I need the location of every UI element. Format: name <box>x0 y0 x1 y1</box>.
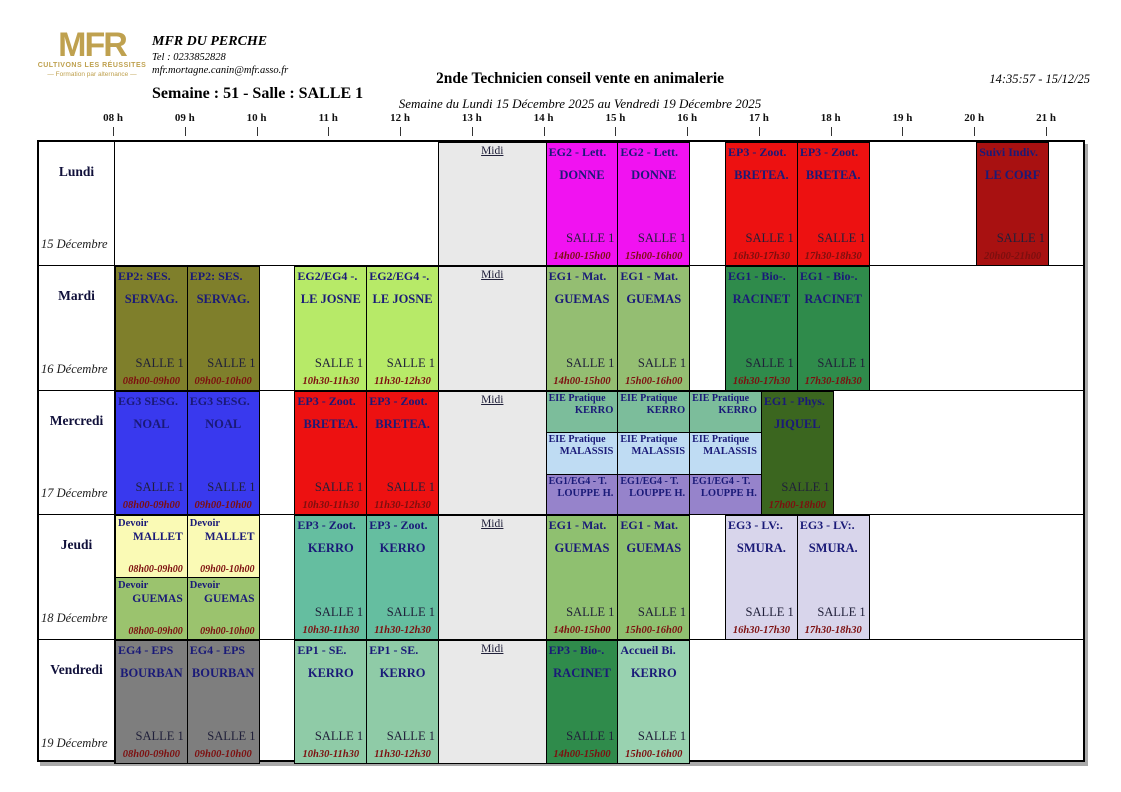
midi-label: Midi <box>481 145 504 157</box>
hour-tick <box>615 127 616 136</box>
event-room: SALLE 1 <box>135 355 184 370</box>
midi-cell <box>438 266 547 390</box>
midi-label: Midi <box>481 642 504 655</box>
event-code: Accueil Bi. <box>620 642 676 657</box>
schedule-event <box>546 266 619 390</box>
event-time: 14h00-15h00 <box>553 624 611 636</box>
midi-label: Midi <box>481 518 504 531</box>
schedule-event <box>546 515 619 639</box>
event-teacher: SMURA. <box>808 541 858 556</box>
midi-label: Midi <box>481 269 504 282</box>
print-timestamp: 14:35:57 - 15/12/25 <box>989 72 1090 86</box>
hour-label: 20 h <box>964 112 985 124</box>
schedule-event <box>294 391 367 515</box>
event-code: EP3 - Zoot. <box>369 393 428 408</box>
midi-cell <box>438 640 547 764</box>
event-time: 10h30-11h30 <box>302 500 360 512</box>
event-room: SALLE 1 <box>817 355 866 370</box>
schedule-event <box>546 640 619 764</box>
event-time: 11h30-12h30 <box>374 624 431 636</box>
event-code: Suivi Indiv. <box>979 145 1038 159</box>
schedule-event <box>617 640 690 764</box>
week-room-label: Semaine : 51 - Salle : SALLE 1 <box>152 85 364 102</box>
schedule-event <box>294 640 367 764</box>
schedule-event <box>761 391 834 515</box>
event-code: EP1 - SE. <box>369 642 419 657</box>
event-time: 11h30-12h30 <box>374 375 431 387</box>
hour-label: 17 h <box>748 112 769 124</box>
event-teacher: BRETEA. <box>375 416 430 431</box>
event-code: EG4 - EPS <box>189 642 246 657</box>
event-teacher: GUEMAS <box>626 292 682 307</box>
midi-label: Midi <box>481 393 504 406</box>
event-teacher: DONNE <box>559 168 605 182</box>
day-date: 18 Décembre <box>41 610 108 625</box>
event-time: 16h30-17h30 <box>732 251 790 263</box>
event-time: 14h00-15h00 <box>553 251 611 263</box>
event-time: 10h30-11h30 <box>302 375 360 387</box>
event-teacher: GUEMAS <box>626 541 682 556</box>
event-teacher: GUEMAS <box>204 593 255 606</box>
event-teacher: RACINET <box>804 292 863 307</box>
event-code: EG3 SESG. <box>118 393 179 408</box>
event-teacher: KERRO <box>307 541 354 556</box>
schedule-event <box>797 515 870 639</box>
schedule-event <box>366 391 439 515</box>
hour-tick <box>974 127 975 136</box>
hour-label: 14 h <box>533 112 554 124</box>
event-teacher: DONNE <box>631 168 677 182</box>
event-room: SALLE 1 <box>135 728 184 743</box>
event-time: 14h00-15h00 <box>553 748 611 760</box>
event-code: EP3 - Zoot. <box>297 518 356 533</box>
event-time: 17h30-18h30 <box>804 624 862 636</box>
schedule-event <box>617 142 690 266</box>
day-label-cell <box>39 515 115 638</box>
hour-tick <box>544 127 545 136</box>
hour-label: 12 h <box>390 112 411 124</box>
event-code: Devoir <box>189 580 221 592</box>
event-code: EG1 - Mat. <box>548 269 607 284</box>
mfr-logo-subtagline: — Formation par alternance — <box>47 71 137 78</box>
hour-tick <box>328 127 329 136</box>
hour-label: 13 h <box>461 112 482 124</box>
schedule-event <box>617 515 690 639</box>
schedule-event <box>797 142 870 266</box>
schedule-event <box>187 266 260 390</box>
schedule-event <box>115 515 188 578</box>
event-room: SALLE 1 <box>996 231 1045 246</box>
schedule-event <box>187 640 260 764</box>
hour-label: 11 h <box>318 112 338 124</box>
event-code: EG1 - Mat. <box>620 269 679 284</box>
event-code: EP3 - Bio-. <box>548 642 605 657</box>
event-teacher: MALLET <box>132 531 183 544</box>
event-code: EIE Pratique <box>620 392 678 404</box>
schedule-event <box>546 391 619 433</box>
hour-tick <box>759 127 760 136</box>
day-date: 17 Décembre <box>41 486 108 501</box>
event-code: EG1 - Mat. <box>620 518 679 533</box>
event-teacher: SMURA. <box>736 541 786 556</box>
schedule-event <box>725 515 798 639</box>
hour-tick <box>185 127 186 136</box>
mfr-logo-text: MFR <box>58 26 126 64</box>
mfr-logo <box>37 26 147 78</box>
event-room: SALLE 1 <box>207 355 256 370</box>
event-room: SALLE 1 <box>314 728 364 743</box>
hour-label: 21 h <box>1036 112 1056 124</box>
event-room: SALLE 1 <box>637 728 687 743</box>
event-code: EG3 SESG. <box>189 393 250 408</box>
event-time: 08h00-09h00 <box>122 375 180 387</box>
schedule-event <box>689 391 762 433</box>
event-room: SALLE 1 <box>566 604 615 619</box>
schedule-event <box>366 515 439 639</box>
schedule-event <box>366 640 439 764</box>
event-code: EG4 - EPS <box>118 642 174 657</box>
event-time: 08h00-09h00 <box>128 564 183 576</box>
schedule-event <box>689 432 762 474</box>
hour-tick <box>400 127 401 136</box>
page-subtitle: Semaine du Lundi 15 Décembre 2025 au Vendredi 19 Décembre 2025 <box>398 96 762 111</box>
event-code: Devoir <box>118 518 149 530</box>
event-time: 08h00-09h00 <box>122 500 180 512</box>
event-teacher: BRETEA. <box>303 416 359 431</box>
event-code: EIE Pratique <box>620 434 678 446</box>
schedule-event <box>725 266 798 390</box>
event-teacher: GUEMAS <box>554 541 610 556</box>
event-time: 08h00-09h00 <box>122 748 180 760</box>
event-time: 08h00-09h00 <box>128 625 183 637</box>
event-room: SALLE 1 <box>817 604 866 619</box>
event-teacher: SERVAG. <box>196 292 250 307</box>
event-code: EP1 - SE. <box>297 642 347 657</box>
event-code: EP3 - Zoot. <box>297 393 356 408</box>
schedule-event <box>115 640 188 764</box>
midi-cell <box>438 391 547 515</box>
event-teacher: BRETEA. <box>805 168 861 182</box>
event-teacher: BOURBAN <box>120 665 183 680</box>
event-teacher: BRETEA. <box>734 168 789 182</box>
event-teacher: LOUPPE H. <box>557 487 614 499</box>
event-code: EG1 - Phys. <box>763 393 825 408</box>
event-code: EP3 - Zoot. <box>728 145 787 159</box>
event-code: EG1/EG4 - T. <box>692 475 751 487</box>
event-room: SALLE 1 <box>745 604 794 619</box>
midi-cell <box>438 142 547 266</box>
day-label-cell <box>39 266 115 389</box>
day-name: Jeudi <box>60 537 93 553</box>
day-date: 16 Décembre <box>41 361 108 376</box>
event-teacher: GUEMAS <box>554 292 610 307</box>
schedule-event <box>187 515 260 578</box>
schedule-event <box>797 266 870 390</box>
event-code: EG1/EG4 - T. <box>548 475 607 487</box>
event-room: SALLE 1 <box>135 480 184 495</box>
hour-label: 10 h <box>246 112 267 124</box>
event-teacher: RACINET <box>553 665 611 680</box>
event-time: 11h30-12h30 <box>374 748 431 760</box>
event-code: EG2/EG4 -. <box>369 269 430 284</box>
event-time: 09h00-10h00 <box>200 625 255 637</box>
hour-tick <box>1046 127 1047 136</box>
event-code: Devoir <box>189 518 221 530</box>
hour-tick <box>831 127 832 136</box>
midi-cell <box>438 515 547 639</box>
event-time: 15h00-16h00 <box>625 624 683 636</box>
event-room: SALLE 1 <box>314 355 364 370</box>
day-name: Mercredi <box>49 412 104 428</box>
schedule-event <box>546 432 619 474</box>
event-time: 10h30-11h30 <box>302 748 360 760</box>
event-code: EG1 - Mat. <box>548 518 607 533</box>
event-teacher: LE CORF <box>985 168 1041 182</box>
event-teacher: SERVAG. <box>124 292 178 307</box>
event-teacher: NOAL <box>205 416 242 431</box>
hour-tick <box>687 127 688 136</box>
hour-tick <box>472 127 473 136</box>
day-date: 15 Décembre <box>41 237 108 252</box>
event-teacher: LE JOSNE <box>300 292 361 307</box>
event-teacher: LOUPPE H. <box>700 487 757 499</box>
hour-tick <box>902 127 903 136</box>
event-room: SALLE 1 <box>207 480 256 495</box>
schedule-event <box>617 432 690 474</box>
hour-label: 08 h <box>103 112 123 124</box>
day-date: 19 Décembre <box>41 735 108 750</box>
schedule-event <box>617 266 690 390</box>
hour-label: 18 h <box>820 112 841 124</box>
event-time: 09h00-10h00 <box>194 748 252 760</box>
school-email: mfr.mortagne.canin@mfr.asso.fr <box>152 65 289 76</box>
event-teacher: LE JOSNE <box>372 292 433 307</box>
event-teacher: MALASSIS <box>631 446 686 458</box>
schedule-event <box>115 577 188 639</box>
hour-label: 19 h <box>892 112 913 124</box>
event-code: EIE Pratique <box>692 392 750 404</box>
event-room: SALLE 1 <box>314 604 364 619</box>
schedule-event <box>725 142 798 266</box>
event-code: EP3 - Zoot. <box>799 145 859 159</box>
event-code: EG3 - LV:. <box>799 518 855 533</box>
event-code: EG1 - Bio-. <box>728 269 786 284</box>
event-code: EG1 - Bio-. <box>799 269 858 284</box>
schedule-event <box>617 391 690 433</box>
event-teacher: KERRO <box>630 665 677 680</box>
event-room: SALLE 1 <box>386 728 435 743</box>
event-time: 15h00-16h00 <box>625 251 683 263</box>
schedule-event <box>976 142 1049 266</box>
event-teacher: JIQUEL <box>774 416 821 431</box>
event-code: EP2: SES. <box>189 269 243 284</box>
day-name: Vendredi <box>50 661 103 677</box>
schedule-event <box>294 266 367 390</box>
event-teacher: KERRO <box>574 404 614 416</box>
event-room: SALLE 1 <box>386 604 435 619</box>
event-code: EG3 - LV:. <box>728 518 783 533</box>
event-time: 16h30-17h30 <box>732 375 790 387</box>
event-code: EG2 - Lett. <box>620 145 679 159</box>
event-teacher: KERRO <box>379 541 426 556</box>
event-room: SALLE 1 <box>566 355 615 370</box>
schedule-event <box>546 142 619 266</box>
school-info <box>152 34 288 76</box>
schedule-event <box>115 391 188 515</box>
event-room: SALLE 1 <box>781 480 830 495</box>
event-teacher: LOUPPE H. <box>629 487 686 499</box>
mfr-logo-tagline: CULTIVONS LES RÉUSSITES <box>37 62 147 69</box>
schedule-event <box>115 266 188 390</box>
event-code: Devoir <box>118 580 149 592</box>
event-time: 17h00-18h00 <box>768 500 826 512</box>
day-label-cell <box>39 142 115 265</box>
hour-tick <box>257 127 258 136</box>
event-time: 09h00-10h00 <box>200 564 255 576</box>
event-room: SALLE 1 <box>314 480 364 495</box>
event-teacher: KERRO <box>379 665 426 680</box>
event-room: SALLE 1 <box>637 355 687 370</box>
event-time: 11h30-12h30 <box>374 500 431 512</box>
event-time: 15h00-16h00 <box>625 375 683 387</box>
page-title: 2nde Technicien conseil vente en animalerie <box>435 70 725 87</box>
schedule-event <box>546 474 619 515</box>
timetable-grid <box>37 140 1085 762</box>
event-room: SALLE 1 <box>386 355 435 370</box>
hour-label: 16 h <box>677 112 698 124</box>
event-time: 17h30-18h30 <box>804 375 862 387</box>
event-room: SALLE 1 <box>637 231 687 246</box>
event-teacher: KERRO <box>718 404 757 416</box>
event-teacher: KERRO <box>307 665 354 680</box>
event-code: EIE Pratique <box>692 434 750 446</box>
schedule-event <box>689 474 762 515</box>
event-code: EIE Pratique <box>548 434 606 446</box>
event-teacher: GUEMAS <box>132 593 183 606</box>
event-room: SALLE 1 <box>386 480 435 495</box>
event-time: 17h30-18h30 <box>804 251 862 263</box>
event-teacher: NOAL <box>133 416 170 431</box>
event-teacher: MALASSIS <box>703 446 757 458</box>
event-code: EP3 - Zoot. <box>369 518 428 533</box>
event-code: EP2: SES. <box>118 269 171 284</box>
event-teacher: KERRO <box>646 404 686 416</box>
event-time: 14h00-15h00 <box>553 375 611 387</box>
event-code: EG2/EG4 -. <box>297 269 358 284</box>
day-name: Mardi <box>58 288 95 304</box>
event-room: SALLE 1 <box>637 604 687 619</box>
schedule-event <box>294 515 367 639</box>
hour-tick <box>113 127 114 136</box>
event-time: 10h30-11h30 <box>302 624 360 636</box>
event-time: 16h30-17h30 <box>732 624 790 636</box>
schedule-event <box>366 266 439 390</box>
event-code: EIE Pratique <box>548 392 606 404</box>
event-time: 09h00-10h00 <box>194 375 252 387</box>
event-room: SALLE 1 <box>817 231 866 246</box>
hour-label: 15 h <box>605 112 626 124</box>
event-time: 15h00-16h00 <box>625 748 683 760</box>
event-code: EG2 - Lett. <box>548 145 607 159</box>
event-room: SALLE 1 <box>566 728 615 743</box>
day-label-cell <box>39 391 115 514</box>
event-room: SALLE 1 <box>745 355 794 370</box>
event-code: EG1/EG4 - T. <box>620 475 679 487</box>
event-teacher: RACINET <box>732 292 791 307</box>
schedule-event <box>187 577 260 639</box>
event-time: 20h00-21h00 <box>984 251 1042 263</box>
school-tel: Tel : 0233852828 <box>152 52 226 63</box>
schedule-event <box>187 391 260 515</box>
event-room: SALLE 1 <box>566 231 615 246</box>
event-teacher: BOURBAN <box>191 665 255 680</box>
event-room: SALLE 1 <box>207 728 256 743</box>
school-name: MFR DU PERCHE <box>152 34 268 49</box>
day-label-cell <box>39 640 115 764</box>
event-room: SALLE 1 <box>745 231 794 246</box>
event-teacher: MALLET <box>204 531 255 544</box>
event-teacher: MALASSIS <box>559 446 614 458</box>
schedule-event <box>617 474 690 515</box>
hour-label: 09 h <box>174 112 195 124</box>
event-time: 09h00-10h00 <box>194 500 252 512</box>
day-name: Lundi <box>58 164 95 179</box>
